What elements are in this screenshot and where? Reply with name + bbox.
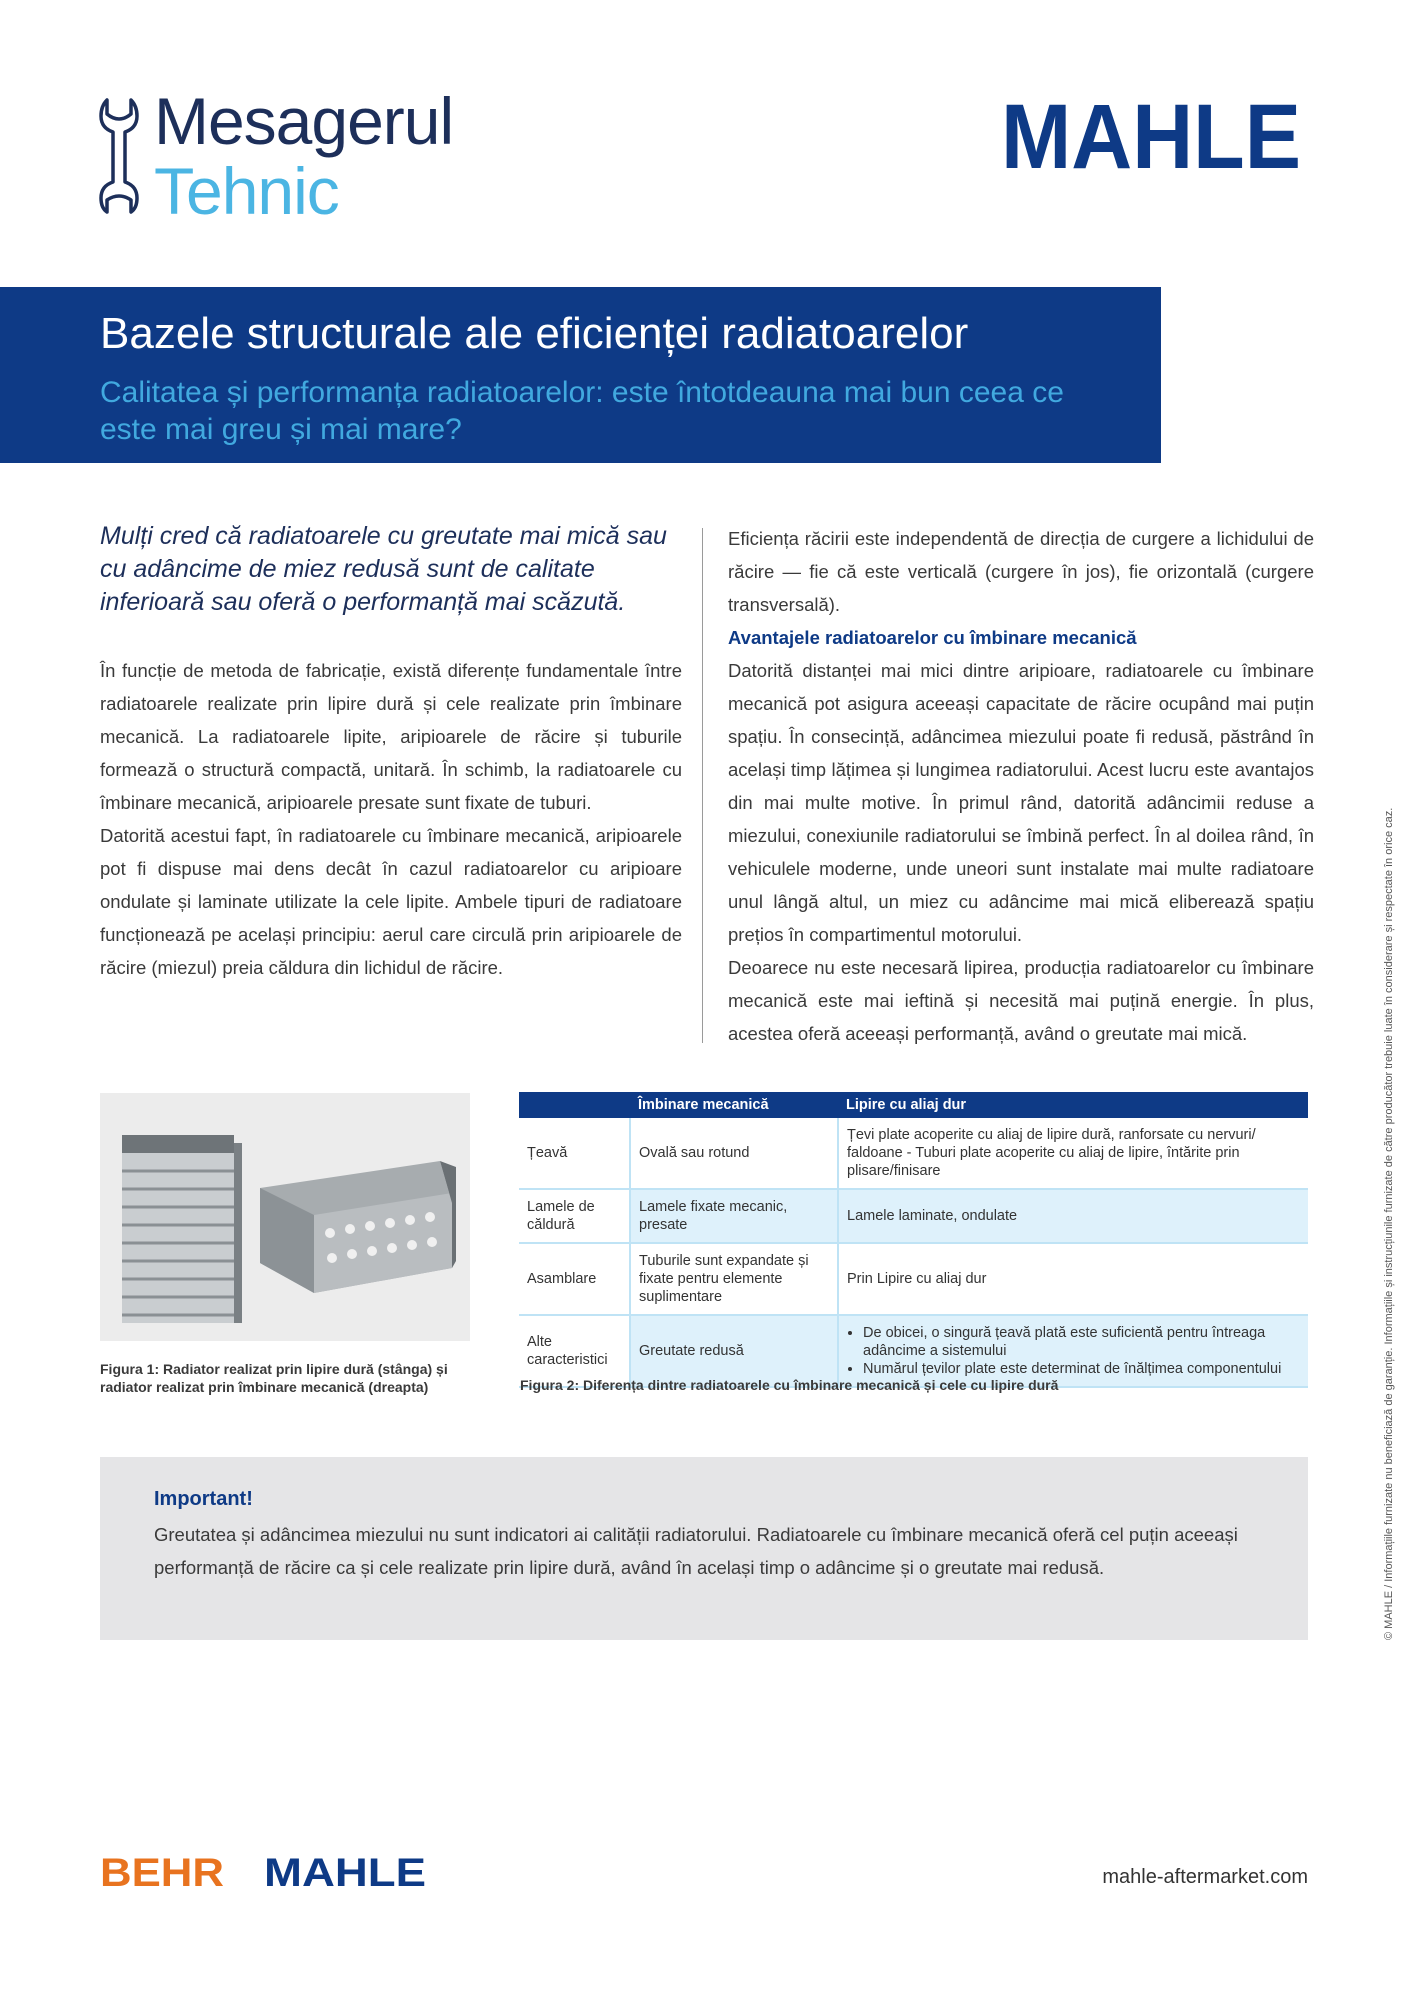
section-heading: Avantajele radiatoarelor cu îmbinare mecanică — [728, 627, 1137, 648]
brand-title-line1: Mesagerul — [154, 84, 454, 158]
website-link[interactable]: mahle-aftermarket.com — [1102, 1866, 1308, 1888]
list-item: • De obicei, o singură țeavă plată este suficientă pentru întreaga adâncime a sistemului — [863, 1324, 1300, 1360]
legal-disclaimer: © MAHLE / Informațiile furnizate nu beneficiază de garanție. Informațiile și instrucțiunile furnizate de către producător trebuie luate în considerare și respectate în orice caz. — [1383, 807, 1395, 1640]
behr-logo — [100, 1852, 232, 1890]
table-header-row — [519, 1092, 1308, 1118]
left-column — [100, 654, 682, 984]
page-title: Bazele structurale ale eficienței radiatoarelor — [100, 309, 969, 358]
svg-text:MAHLE: MAHLE — [1001, 92, 1301, 176]
page-subtitle: Calitatea și performanța radiatoarelor: este întotdeauna mai bun ceea ce este mai greu și mai mare? — [100, 376, 1064, 446]
left-paragraph-1: În funcție de metoda de fabricație, există diferențe fundamentale între radiatoarele realizate prin lipire dură și cele realizate prin îmbinare mecanică. La radiatoarele lipite, aripioarele de răcire și tuburile formează o structură compactă, unitară. În schimb, la radiatoarele cu îmbinare mecanică, aripioarele presate sunt fixate de tuburi. — [100, 660, 682, 813]
table-header-mechanical: Îmbinare mecanică — [630, 1092, 838, 1118]
mechanical-cell: Ovală sau rotund — [630, 1118, 838, 1189]
column-divider — [702, 528, 703, 1043]
svg-text:MAHLE: MAHLE — [264, 1852, 426, 1890]
table-row — [519, 1243, 1308, 1315]
right-paragraph-3: Deoarece nu este necesară lipirea, producția radiatoarelor cu îmbinare mecanică este mai ieftină și necesită mai puțină energie. În plus, acestea oferă aceeași performanță, având o greutate mai mică. — [728, 957, 1314, 1044]
figure1-caption: Figura 1: Radiator realizat prin lipire dură (stânga) și radiator realizat prin îmbinare mecanică (dreapta) — [100, 1361, 448, 1395]
mahle-footer-logo — [264, 1852, 434, 1890]
left-paragraph-2: Datorită acestui fapt, în radiatoarele cu îmbinare mecanică, aripioarele pot fi dispuse mai dens decât în cazul radiatoarelor cu aripioare ondulate și laminate utilizate la cele lipite. Ambele tipuri de radiatoare funcționează pe același principiu: aerul care circulă prin aripioarele de răcire (miezul) preia căldura din lichidul de răcire. — [100, 825, 682, 978]
lead-paragraph: Mulți cred că radiatoarele cu greutate mai mică sau cu adâncime de miez redusă sunt de calitate inferioară sau oferă o performanță mai scăzută. — [100, 522, 667, 616]
brazed-cell: Prin Lipire cu aliaj dur — [838, 1243, 1308, 1315]
list-item: • Numărul țevilor plate este determinat de înălțimea componentului — [863, 1360, 1300, 1378]
right-paragraph-1: Eficiența răcirii este independentă de direcția de curgere a lichidului de răcire — fie că este verticală (curgere în jos), fie orizontală (curgere transversală). — [728, 528, 1314, 615]
mechanical-cell: Greutate redusă — [630, 1315, 838, 1387]
wrench-icon — [99, 96, 139, 216]
radiator-photo — [100, 1093, 470, 1341]
table-row — [519, 1189, 1308, 1243]
row-label: Alte caracteristici — [519, 1315, 630, 1387]
row-label: Lamele de căldură — [519, 1189, 630, 1243]
mechanical-cell: Lamele fixate mecanic, presate — [630, 1189, 838, 1243]
table-header-empty — [519, 1092, 630, 1118]
brazed-cell: Țevi plate acoperite cu aliaj de lipire dură, ranforsate cu nervuri/ faldoane - Tuburi plate acoperite cu aliaj de lipire, întărite prin plisare/finisare — [838, 1118, 1308, 1189]
important-title: Important! — [154, 1488, 253, 1510]
row-label: Țeavă — [519, 1118, 630, 1189]
mahle-logo — [998, 92, 1304, 176]
figure2-caption: Figura 2: Diferența dintre radiatoarele cu îmbinare mecanică și cele cu lipire dură — [520, 1377, 1059, 1393]
comparison-table — [519, 1092, 1308, 1388]
table-row — [519, 1118, 1308, 1189]
brand-title-line2: Tehnic — [154, 154, 339, 228]
brazed-radiator-image — [122, 1135, 242, 1323]
right-paragraph-2: Datorită distanței mai mici dintre aripioare, radiatoarele cu îmbinare mecanică pot asigura aceeași capacitate de răcire ocupând mai puțin spațiu. În consecință, adâncimea miezului poate fi redusă, păstrând în același timp lățimea și lungimea radiatorului. Acest lucru este avantajos din mai multe motive. În primul rând, datorită adâncimii reduse a miezului, conexiunile radiatorului se îmbină perfect. În al doilea rând, în vehiculele moderne, unde uneori sunt instalate mai multe radiatoare unul lângă altul, un miez cu adâncime mai mică eliberează spațiu prețios în compartimentul motorului. — [728, 660, 1314, 945]
important-text: Greutatea și adâncimea miezului nu sunt indicatori ai calității radiatorului. Radiatoarele cu îmbinare mecanică oferă cel puțin aceeași performanță de răcire ca și cele realizate prin lipire dură, având în același timp o adâncime și o greutate mai redusă. — [154, 1524, 1238, 1578]
svg-text:BEHR: BEHR — [100, 1852, 225, 1890]
table-header-brazed: Lipire cu aliaj dur — [838, 1092, 1308, 1118]
brazed-cell: Lamele laminate, ondulate — [838, 1189, 1308, 1243]
bullet-list — [847, 1324, 1300, 1378]
mechanical-cell: Tuburile sunt expandate și fixate pentru elemente suplimentare — [630, 1243, 838, 1315]
row-label: Asamblare — [519, 1243, 630, 1315]
right-column — [728, 522, 1314, 1050]
